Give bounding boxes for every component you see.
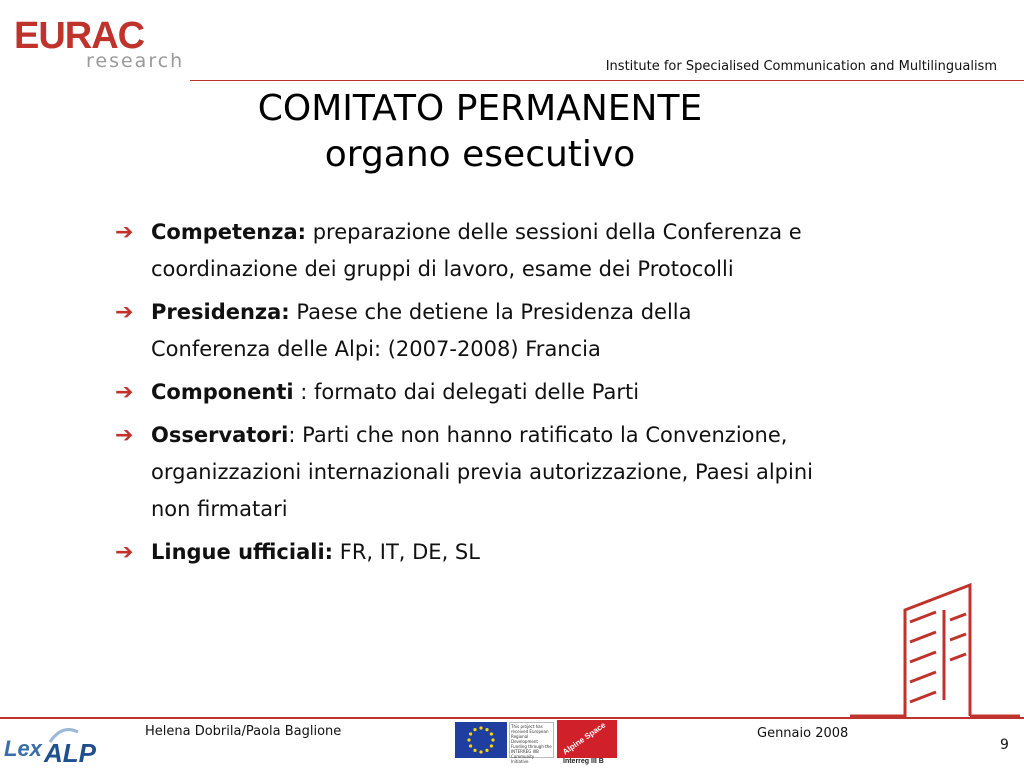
slide-title-line1: COMITATO PERMANENTE: [257, 88, 703, 129]
bullet-text: : Parti che non hanno ratificato la Convenzione, organizzazioni internazionali previa autorizzazione, Paesi alpini non firmatari: [151, 423, 813, 521]
bullet-list: [115, 214, 815, 577]
eurac-logo-text: EURAC: [14, 15, 145, 57]
bullet-item: [115, 374, 815, 411]
alpine-space-text: Alpine Space: [560, 720, 608, 757]
bullet-label: Competenza:: [151, 220, 307, 244]
arrow-right-icon: ➔: [115, 220, 134, 245]
arrow-right-icon: ➔: [115, 300, 134, 325]
slide-title-line2: organo esecutivo: [324, 134, 636, 175]
eu-flag-icon: [455, 722, 507, 758]
page-number: 9: [1000, 737, 1009, 753]
institute-name: Institute for Specialised Communication and Multilingualism: [605, 59, 997, 74]
alpine-space-logo: [557, 720, 617, 758]
header-divider: [190, 80, 1024, 81]
bullet-label: Componenti: [151, 380, 294, 404]
bullet-item: [115, 534, 815, 571]
bullet-text: Paese che detiene la Presidenza della Conferenza delle Alpi: (2007-2008) Francia: [151, 300, 692, 361]
interreg-label: Interreg III B: [563, 758, 604, 765]
research-logo-text: research: [86, 50, 185, 72]
bullet-text: preparazione delle sessioni della Conferenza e coordinazione dei gruppi di lavoro, esame dei Protocolli: [151, 220, 802, 281]
footer-divider: [0, 717, 1024, 719]
eu-funding-text: This project has received European Regional Development Funding through the INTERREG IIIB Community Initiative: [509, 722, 554, 758]
building-outline-icon: [850, 580, 1020, 720]
lexalp-alp-text: ALP: [44, 738, 96, 768]
eurac-research-logo: [14, 16, 204, 76]
arrow-right-icon: ➔: [115, 423, 134, 448]
bullet-item: [115, 214, 815, 288]
bullet-text: : formato dai delegati delle Parti: [293, 380, 640, 404]
bullet-text: FR, IT, DE, SL: [333, 540, 480, 564]
footer-authors: Helena Dobrila/Paola Baglione: [145, 724, 342, 739]
bullet-item: [115, 417, 815, 528]
lexalp-lex-text: Lex: [4, 736, 42, 761]
footer-date: Gennaio 2008: [757, 726, 849, 741]
arrow-right-icon: ➔: [115, 540, 134, 565]
bullet-label: Lingue ufficiali:: [151, 540, 334, 564]
arrow-right-icon: ➔: [115, 380, 134, 405]
lexalp-logo: [0, 722, 120, 768]
bullet-item: [115, 294, 815, 368]
bullet-label: Osservatori: [151, 423, 289, 447]
slide-title: [0, 86, 960, 178]
bullet-label: Presidenza:: [151, 300, 290, 324]
